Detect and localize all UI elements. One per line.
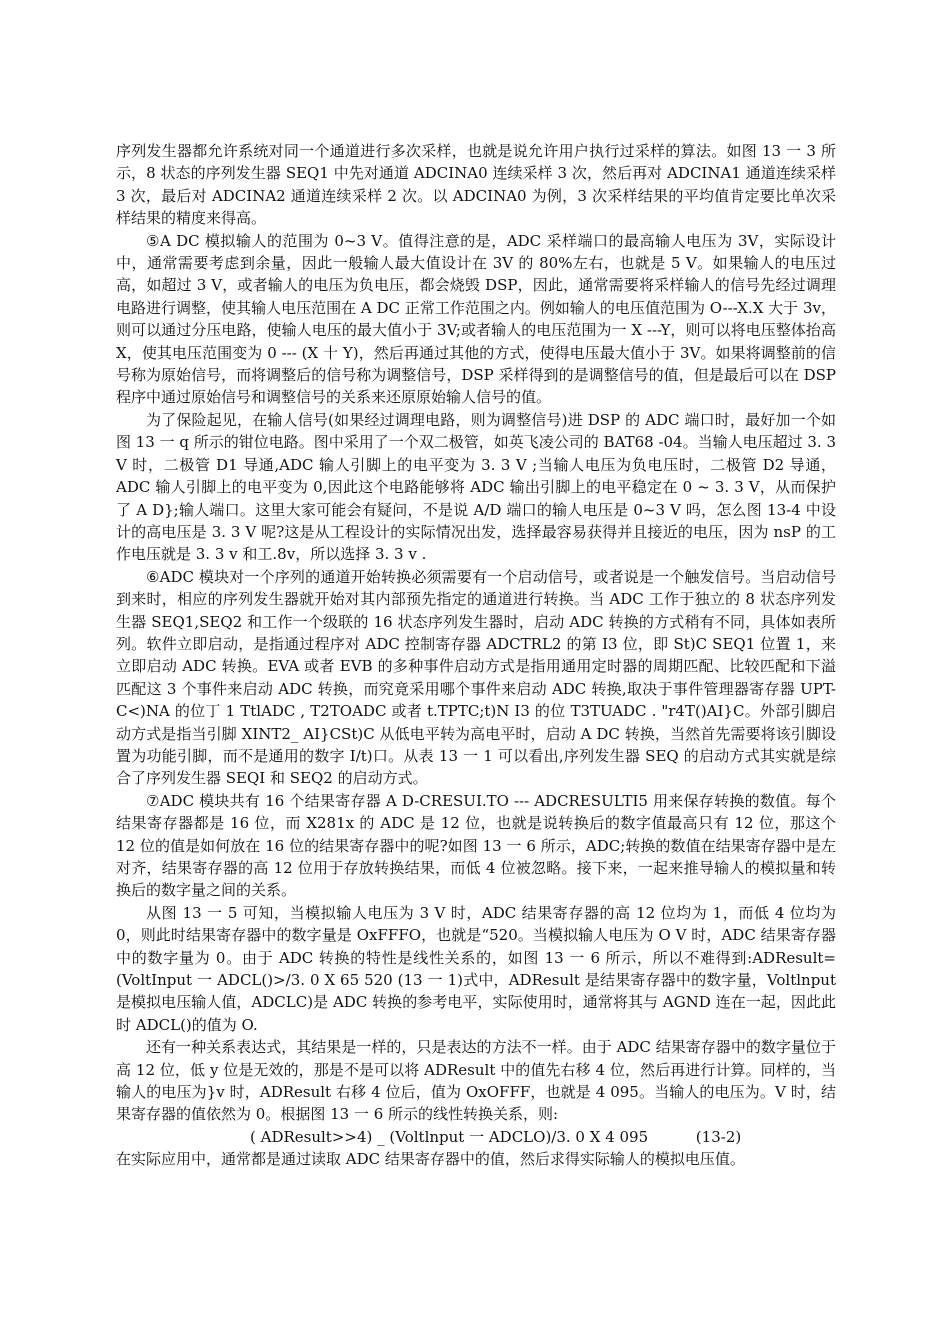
paragraph-clamp-circuit: 为了保险起见，在输人信号(如果经过调理电路，则为调整信号)进 DSP 的 ADC 端口时，最好加一个如图 13 一 q 所示的钳位电路。图中采用了一个双二极管，如英飞凌公司的 BAT68 -04。当输人电压超过 3. 3 V 时，二极管 D1 导通,ADC 输人引脚上的电平变为 3. 3 V ;当输人电压为负电压时，二极管 D2 导通，ADC 输人引脚上的电平变为 0,因此这个电路能够将 ADC 输出引脚上的电平稳定在 0 ~ 3. 3 V，从而保护了 A D};输人端口。这里大家可能会有疑问，不是说 A/D 端口的输人电压是 0~3 V 吗，怎么图 13-4 中设计的高电压是 3. 3 V 呢?这是从工程设计的实际情况出发，选择最容易获得并且接近的电压，因为 nsP 的工作电压就是 3. 3 v 和工.8v，所以选择 3. 3 v . [116,410,836,564]
paragraph-start-signal: ⑥ADC 模块对一个序列的通道开始转换必须需要有一个启动信号，或者说是一个触发信号。当启动信号到来时，相应的序列发生器就开始对其内部预先指定的通道进行转换。当 ADC 工作于独立的 8 状态序列发生器 SEQ1,SEQ2 和工作一个级联的 16 状态序列发生器时，启动 ADC 转换的方式稍有不同，具体如表所列。软件立即启动，是指通过程序对 ADC 控制寄存器 ADCTRL2 的第 I3 位，即 St)C SEQ1 位置 1，来立即启动 ADC 转换。EVA 或者 EVB 的多种事件启动方式是指用通用定时器的周期匹配、比较匹配和下溢匹配这 3 个事件来启动 ADC 转换，而究竟采用哪个事件来启动 ADC 转换,取决于事件管理器寄存器 UPT-C<)NA 的位丁 1 TtlADC , T2TOADC 或者 t.TPTC;t)N I3 的位 T3TUADC . "r4T()AI}C。外部引脚启动方式是指当引脚 XINT2_ AI}CSt)C 从低电平转为高电平时，启动 A DC 转换，当然首先需要将该引脚设置为功能引脚，而不是通用的数字 I/t)口。从表 13 一 1 可以看出,序列发生器 SEQ 的启动方式其实就是综合了序列发生器 SEQI 和 SEQ2 的启动方式。 [116,567,836,788]
paragraph-input-range: ⑤A DC 模拟输人的范围为 0~3 V。值得注意的是，ADC 采样端口的最高输人电压为 3V，实际设计中，通常需要考虑到余量，因此一般输人最大值设计在 3V 的 80%左右，也就是 5 V。如果输人的电压过高，如超过 3 V，或者输人的电压为负电压，都会烧毁 DSP，因此，通常需要将采样输人的信号先经过调理电路进行调整，使其输人电压范围在 A DC 正常工作范围之内。例如输人的电压值范围为 O---X.X 大于 3v，则可以通过分压电路，使输人电压的最大值小于 3V;或者输人的电压范围为一 X ---Y，则可以将电压整体抬高 X，使其电压范围变为 0 --- (X 十 Y)，然后再通过其他的方式，使得电压最大值小于 3V。如果将调整前的信号称为原始信号，而将调整后的信号称为调整信号，DSP 采样得到的是调整信号的值，但是最后可以在 DSP 程序中通过原始信号和调整信号的关系来还原原始输人信号的值。 [116,231,836,407]
paragraph-alternative-expression: 还有一种关系表达式，其结果是一样的，只是表达的方法不一样。由于 ADC 结果寄存器中的数字量位于高 12 位，低 y 位是无效的，那是不是可以将 ADResult 中的值先右移 4 位，然后再进行计算。同样的，当输人的电压为}v 时，ADResult 右移 4 位后，值为 OxOFFF，也就是 4 095。当输人的电压为。V 时，结果寄存器的值依然为 0。根据图 13 一 6 所示的线性转换关系，则: [116,1038,836,1124]
paragraph-closing: 在实际应用中，通常都是通过读取 ADC 结果寄存器中的值，然后求得实际输人的模拟电压值。 [116,1150,745,1169]
paragraph-oversampling: 序列发生器都允许系统对同一个通道进行多次采样，也就是说允许用户执行过采样的算法。如图 13 一 3 所示，8 状态的序列发生器 SEQ1 中先对通道 ADCINA0 连续采样 3 次，然后再对 ADCINA1 通道连续采样 3 次，最后对 ADCINA2 通道连续采样 2 次。以 ADCINA0 为例，3 次采样结果的平均值肯定要比单次采样结果的精度来得高。 [116,142,836,228]
document-page [116,140,836,1171]
paragraph-linear-relation: 从图 13 一 5 可知，当模拟输人电压为 3 V 时，ADC 结果寄存器的高 12 位均为 1，而低 4 位均为 0，则此时结果寄存器中的数字量是 OxFFFO，也就是“520。当模拟输人电压为 O V 时，ADC 结果寄存器中的数字量为 0。由于 ADC 转换的特性是线性关系的，如图 13 一 6 所示，所以不难得到:ADResult=(VoltInput 一 ADCL()>/3. 0 X 65 520 (13 一 1)式中，ADResult 是结果寄存器中的数字量，Voltlnput 是模拟电压输人值，ADCLC)是 ADC 转换的参考电平，实际使用时，通常将其与 AGND 连在一起，因此此时 ADCL()的值为 O. [116,903,836,1034]
equation-13-2: ( ADResult>>4) _ (Voltlnput 一 ADCLO)/3. 0 X 4 095 (13-2) [250,1127,742,1146]
paragraph-result-registers: ⑦ADC 模块共有 16 个结果寄存器 A D-CRESUI.TO --- ADCRESULTI5 用来保存转换的数值。每个结果寄存器都是 16 位，而 X281x 的 ADC 是 12 位，也就是说转换后的数字值最高只有 12 位，那这个 12 位的值是如何放在 16 位的结果寄存器中的呢?如图 13 一 6 所示，ADC;转换的数值在结果寄存器中是左对齐，结果寄存器的高 12 位用于存放转换结果，而低 4 位被忽略。接下来，一起来推导输人的模拟量和转换后的数字量之间的关系。 [116,791,836,900]
